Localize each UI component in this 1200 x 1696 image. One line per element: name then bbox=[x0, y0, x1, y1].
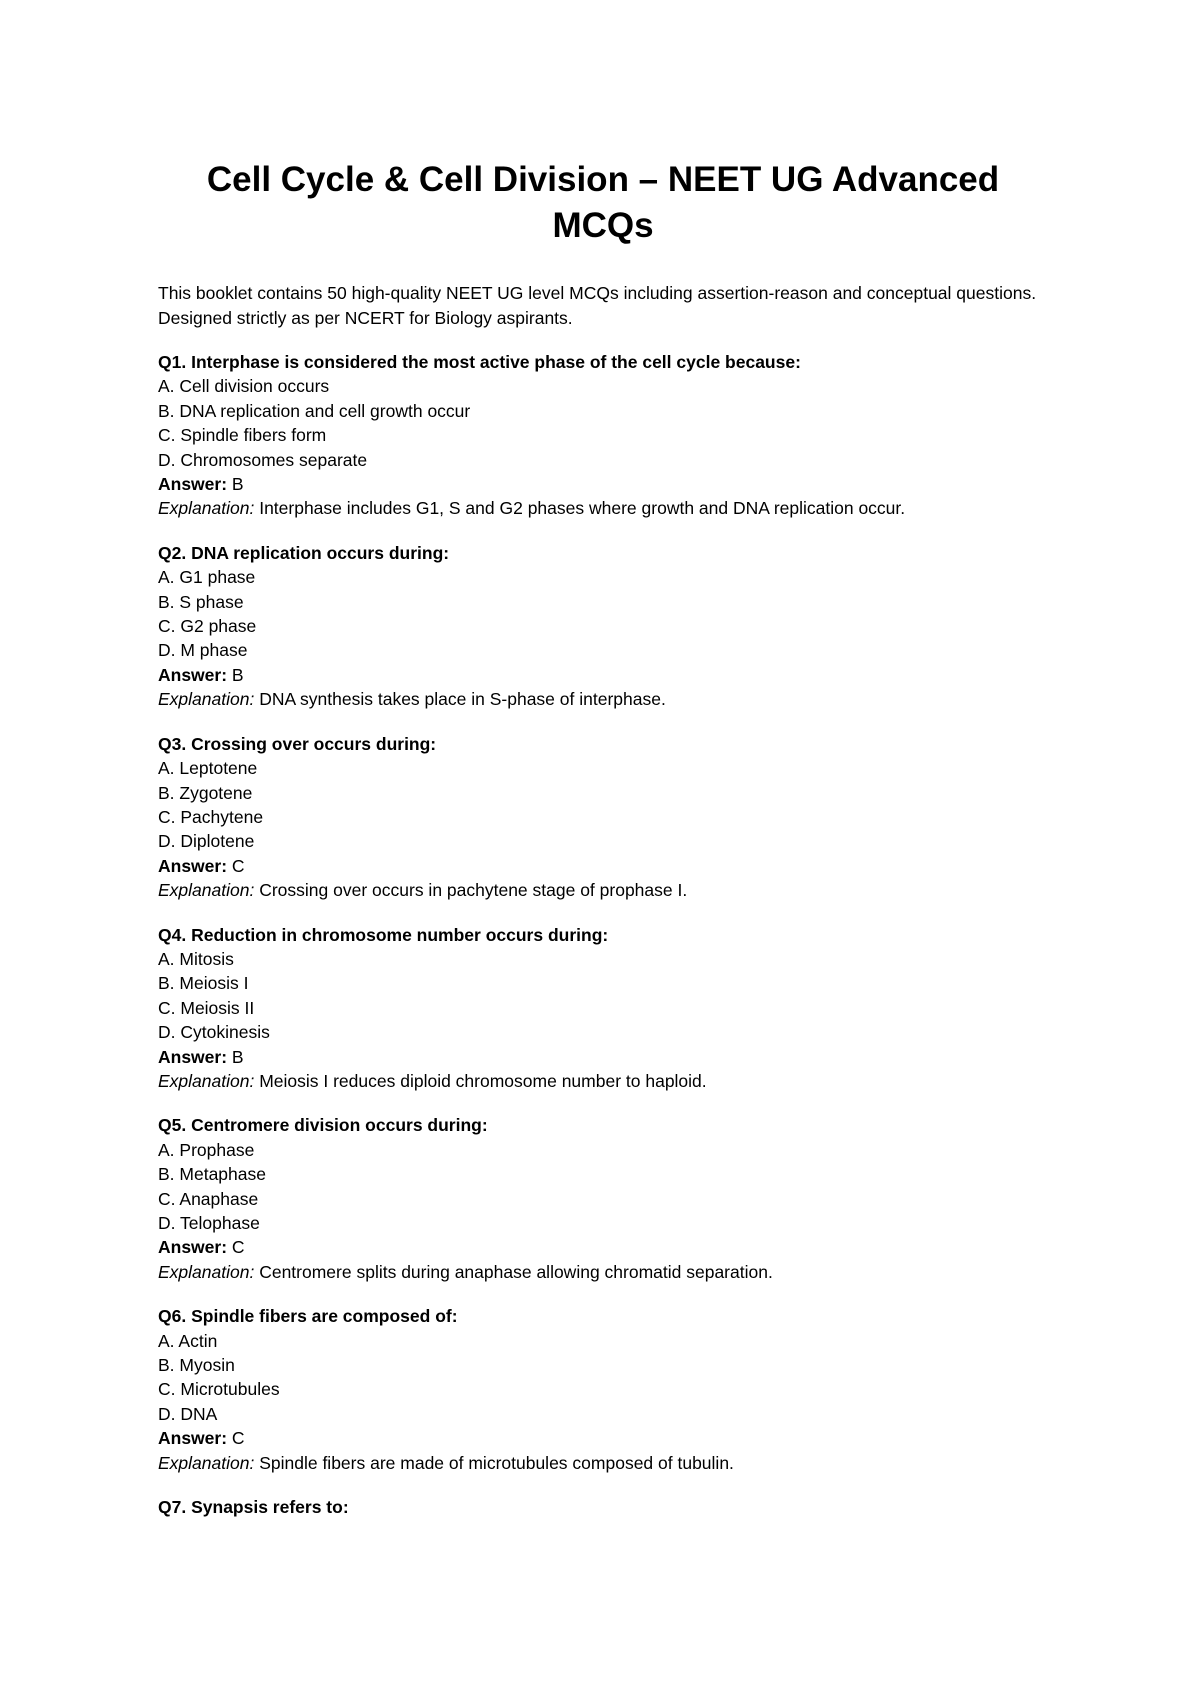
explanation-text: Centromere splits during anaphase allowing chromatid separation. bbox=[259, 1261, 773, 1282]
explanation-text: Meiosis I reduces diploid chromosome number to haploid. bbox=[259, 1070, 707, 1091]
answer-option: A. G1 phase bbox=[158, 567, 256, 588]
answer-value: C bbox=[231, 1428, 245, 1449]
question-prompt: Spindle fibers are composed of: bbox=[191, 1306, 458, 1327]
answer-line bbox=[158, 854, 1048, 878]
answer-option: A. Cell division occurs bbox=[158, 376, 330, 397]
question-block-3 bbox=[158, 732, 1048, 903]
answer-option: B. DNA replication and cell growth occur bbox=[158, 400, 471, 421]
explanation-text: Crossing over occurs in pachytene stage of prophase I. bbox=[259, 880, 688, 901]
question-number: Q7. bbox=[158, 1497, 187, 1518]
document-title: Cell Cycle & Cell Division – NEET UG Advanced MCQs bbox=[206, 160, 1000, 245]
question-number: Q6. bbox=[158, 1306, 187, 1327]
answer-option: A. Leptotene bbox=[158, 758, 258, 779]
explanation-line bbox=[158, 687, 1048, 711]
question-text bbox=[158, 923, 1048, 947]
answer-label: Answer: bbox=[158, 855, 228, 876]
explanation-text: Spindle fibers are made of microtubules composed of tubulin. bbox=[259, 1452, 734, 1473]
answer-value: C bbox=[231, 1237, 245, 1258]
answer-option: B. Zygotene bbox=[158, 782, 253, 803]
answer-option: D. DNA bbox=[158, 1403, 218, 1424]
answer-option: A. Actin bbox=[158, 1330, 218, 1351]
answer-value: B bbox=[231, 1046, 244, 1067]
question-block-2 bbox=[158, 541, 1048, 712]
explanation-text: Interphase includes G1, S and G2 phases where growth and DNA replication occur. bbox=[259, 498, 906, 519]
answer-option: D. Telophase bbox=[158, 1213, 260, 1233]
question-prompt: Crossing over occurs during: bbox=[191, 733, 437, 754]
question-text bbox=[158, 1495, 1048, 1519]
document-page bbox=[158, 0, 1048, 1519]
answer-option: D. Diplotene bbox=[158, 831, 255, 852]
answer-option: D. Chromosomes separate bbox=[158, 449, 368, 470]
answer-value: B bbox=[231, 664, 244, 685]
question-prompt: Interphase is considered the most active phase of the cell cycle because: bbox=[191, 352, 801, 372]
answer-option: A. Prophase bbox=[158, 1139, 255, 1160]
explanation-label: Explanation: bbox=[158, 498, 255, 519]
answer-value: C bbox=[231, 855, 245, 876]
explanation-line bbox=[158, 1260, 1048, 1284]
question-text bbox=[158, 732, 1048, 756]
question-number: Q2. bbox=[158, 542, 187, 563]
answer-line bbox=[158, 472, 1048, 496]
question-block-5 bbox=[158, 1113, 1048, 1284]
answer-line bbox=[158, 1235, 1048, 1259]
answer-label: Answer: bbox=[158, 1046, 228, 1067]
explanation-line bbox=[158, 878, 1048, 902]
explanation-line bbox=[158, 496, 1048, 520]
question-prompt: DNA replication occurs during: bbox=[191, 542, 450, 563]
answer-option: D. M phase bbox=[158, 640, 248, 661]
question-number: Q4. bbox=[158, 924, 187, 945]
question-text bbox=[158, 1113, 1048, 1137]
question-block-7 bbox=[158, 1495, 1048, 1519]
question-text bbox=[158, 541, 1048, 565]
answer-option: C. Spindle fibers form bbox=[158, 425, 327, 446]
answer-option: B. Metaphase bbox=[158, 1164, 266, 1185]
answer-option: C. Anaphase bbox=[158, 1188, 259, 1209]
explanation-text: DNA synthesis takes place in S-phase of interphase. bbox=[259, 689, 666, 710]
explanation-line bbox=[158, 1451, 1048, 1475]
question-number: Q1. bbox=[158, 352, 187, 372]
explanation-label: Explanation: bbox=[158, 880, 255, 901]
answer-option: B. Myosin bbox=[158, 1355, 235, 1376]
question-block-6 bbox=[158, 1304, 1048, 1475]
answer-line bbox=[158, 1045, 1048, 1069]
answer-line bbox=[158, 1426, 1048, 1450]
question-block-1 bbox=[158, 350, 1048, 521]
question-prompt: Centromere division occurs during: bbox=[191, 1115, 488, 1136]
answer-label: Answer: bbox=[158, 1428, 228, 1449]
question-text bbox=[158, 1304, 1048, 1328]
answer-label: Answer: bbox=[158, 474, 228, 495]
answer-label: Answer: bbox=[158, 1237, 228, 1258]
answer-label: Answer: bbox=[158, 664, 228, 685]
question-number: Q3. bbox=[158, 733, 187, 754]
answer-line bbox=[158, 663, 1048, 687]
answer-option: B. Meiosis I bbox=[158, 973, 249, 994]
answer-option: C. Pachytene bbox=[158, 806, 264, 827]
question-number: Q5. bbox=[158, 1115, 187, 1136]
explanation-line bbox=[158, 1069, 1048, 1093]
document-intro: This booklet contains 50 high-quality NEET UG level MCQs including assertion-reason and conceptual questions. Designed strictly as per NCERT for Biology aspirants. bbox=[158, 283, 1037, 328]
question-text bbox=[158, 350, 1048, 374]
answer-option: A. Mitosis bbox=[158, 948, 234, 969]
answer-option: B. S phase bbox=[158, 591, 244, 612]
answer-option: C. G2 phase bbox=[158, 616, 257, 637]
answer-value: B bbox=[231, 474, 244, 495]
explanation-label: Explanation: bbox=[158, 1261, 255, 1282]
answer-option: C. Meiosis II bbox=[158, 997, 255, 1018]
question-prompt: Reduction in chromosome number occurs during: bbox=[191, 924, 609, 945]
explanation-label: Explanation: bbox=[158, 1070, 255, 1091]
question-block-4 bbox=[158, 923, 1048, 1094]
answer-option: C. Microtubules bbox=[158, 1379, 280, 1400]
answer-option: D. Cytokinesis bbox=[158, 1022, 270, 1043]
question-prompt: Synapsis refers to: bbox=[191, 1497, 349, 1518]
question-list bbox=[158, 350, 1048, 1475]
explanation-label: Explanation: bbox=[158, 1452, 255, 1473]
explanation-label: Explanation: bbox=[158, 689, 255, 710]
